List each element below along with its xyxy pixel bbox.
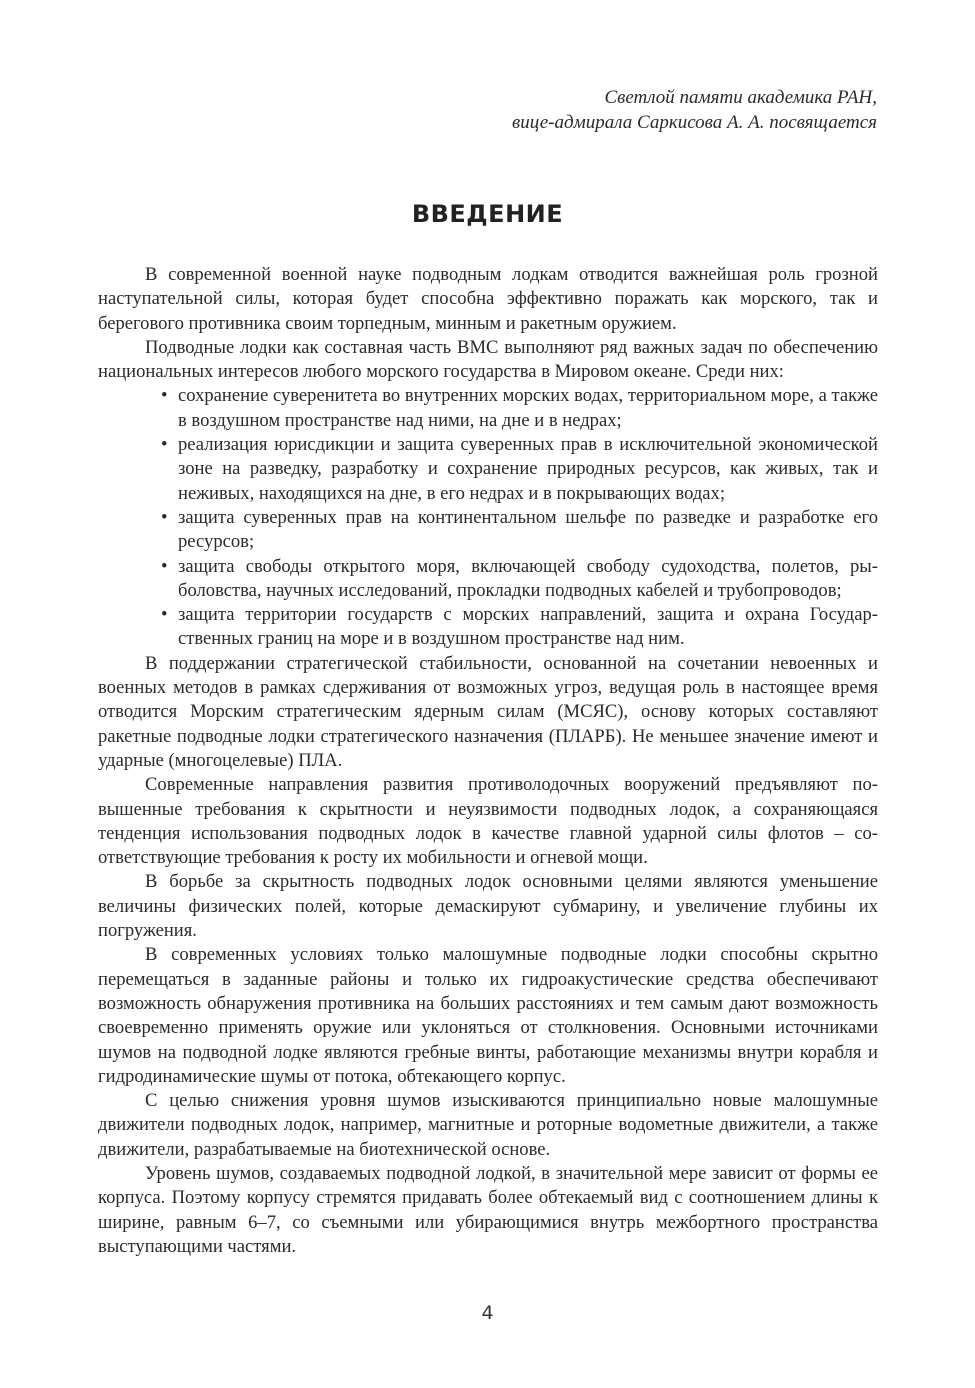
list-item <box>161 603 878 652</box>
list-item-text: защита свободы открытого моря, включающей свободу судоходства, полетов, рыболовства, научных исследований, прокладки подводных кабелей и трубопроводов; <box>178 555 878 601</box>
bullet-list <box>98 384 878 651</box>
dedication-line-1: Светлой памяти академика РАН, <box>604 87 877 108</box>
list-item-text: защита суверенных прав на континентальном шельфе по разведке и разработке его ресурсов; <box>178 506 878 553</box>
bullet-icon: • <box>161 434 168 456</box>
paragraph: В борьбе за скрытность подводных лодок основными целями являются уменьшение величины физических полей, которые демаскируют субмарину, и увеличение глубины их погружения. <box>98 871 878 942</box>
page-number: 4 <box>481 1302 494 1324</box>
list-item-text: защита территории государств с морских направлений, защита и охрана Государственных границ на море и в воздушном пространстве над ним. <box>178 604 878 650</box>
body-text <box>98 263 878 1259</box>
list-item <box>161 506 878 555</box>
list-item <box>161 384 878 433</box>
list-item-text: сохранение суверенитета во внутренних морских водах, территориальном море, а также в воздушном пространстве над ними, на дне и в недрах; <box>178 385 878 431</box>
bullet-icon: • <box>161 604 168 626</box>
paragraph: С целью снижения уровня шумов изыскиваются принципиально новые малошумные движители подводных лодок, например, магнитные и роторные водометные движители, а также движители, разрабатываемые на биотехнической основе. <box>98 1090 878 1160</box>
bullet-icon: • <box>161 506 168 528</box>
paragraph: В современной военной науке подводным лодкам отводится важнейшая роль грозной наступательной силы, которая будет способна эффективно поражать как морского, так и берегового противника своим торпедным, минным и ракетным оружием. <box>98 264 878 334</box>
dedication <box>277 85 877 135</box>
paragraph: В поддержании стратегической стабильности, основанной на сочетании невоенных и военных методов в рамках сдерживания от возможных угроз, ведущая роль в настоящее время отводится Морским стратегическим ядерным силам (МСЯС), основу которых составляют ракетные подводные лодки стратегического назначения (ПЛАРБ). Не меньшее значение имеют и ударные (многоцелевые) ПЛА. <box>98 652 878 771</box>
paragraph: Современные направления развития противолодочных вооружений предъявляют повышенные требования к скрытности и неуязвимости подводных лодок, а сохраняющаяся тенденция использования подводных лодок в качестве главной ударной силы флотов – соответствующие требования к росту их мобильности и огневой мощи. <box>98 774 878 869</box>
list-item <box>161 555 878 604</box>
paragraph: В современных условиях только малошумные подводные лодки способны скрытно перемещаться в заданные районы и только их гидроакустические средства обеспечивают возможность обнаружения противника на больших расстояниях и тем самым дают возможность своевременно применять оружие или уклоняться от столкновения. Основными источниками шумов на подводной лодке являются гребные винты, работающие механизмы внутри корабля и гидродинамические шумы от потока, обтекающего корпус. <box>98 944 878 1087</box>
paragraph: Подводные лодки как составная часть ВМС выполняют ряд важных задач по обеспечению национальных интересов любого морского государства в Мировом океане. Среди них: <box>98 336 878 383</box>
paragraph: Уровень шумов, создаваемых подводной лодкой, в значительной мере зависит от формы ее корпуса. Поэтому корпусу стремятся придавать более обтекаемый вид с соотношением длины к ширине, равным 6–7, со съемными или убирающимися внутрь межбортного пространства выступающими частями. <box>98 1162 878 1257</box>
list-item <box>161 433 878 506</box>
bullet-icon: • <box>161 555 168 577</box>
page-title: ВВЕДЕНИЕ <box>411 200 564 228</box>
list-item-text: реализация юрисдикции и защита суверенных прав в исключительной экономической зоне на разведку, разработку и сохранение природных ресурсов, как живых, так и неживых, находящихся на дне, в его недрах и в покрывающих водах; <box>178 434 878 504</box>
bullet-icon: • <box>161 385 168 407</box>
dedication-line-2: вице-адмирала Саркисова А. А. посвящается <box>512 112 877 133</box>
